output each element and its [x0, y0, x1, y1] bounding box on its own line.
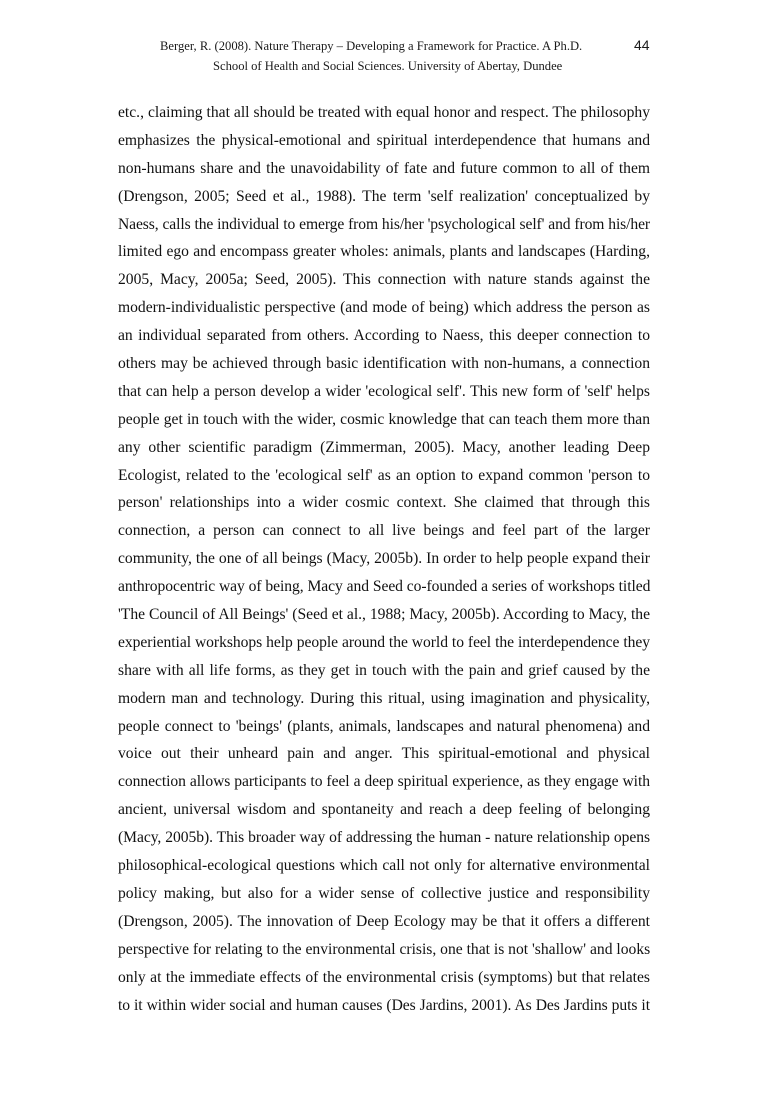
text-line: (Macy, 2005b). This broader way of addressing the human - nature relationship opens	[118, 829, 650, 847]
text-line: modern man and technology. During this ritual, using imagination and physicality,	[118, 689, 650, 707]
text-line: community, the one of all beings (Macy, 2005b). In order to help people expand their	[118, 550, 650, 568]
text-line: connection, a person can connect to all live beings and feel part of the larger	[118, 522, 650, 540]
text-line: person' relationships into a wider cosmic context. She claimed that through this	[118, 494, 650, 512]
text-line: experiential workshops help people around the world to feel the interdependence they	[118, 633, 650, 651]
text-line: perspective for relating to the environmental crisis, one that is not 'shallow' and looks	[118, 940, 651, 958]
text-line: others may be achieved through basic identification with non-humans, a connection	[118, 355, 650, 373]
text-line: people connect to 'beings' (plants, animals, landscapes and natural phenomena) and	[118, 717, 650, 735]
text-line: share with all life forms, as they get in touch with the pain and grief caused by the	[118, 661, 650, 679]
text-line: voice out their unheard pain and anger. This spiritual-emotional and physical	[118, 745, 650, 763]
text-line: connection allows participants to feel a deep spiritual experience, as they engage with	[118, 773, 650, 791]
text-line: philosophical-ecological questions which call not only for alternative environmental	[118, 857, 650, 875]
running-header	[118, 36, 678, 76]
text-line: anthropocentric way of being, Macy and Seed co-founded a series of workshops titled	[118, 578, 651, 596]
text-line: an individual separated from others. According to Naess, this deeper connection to	[118, 327, 650, 345]
text-line: non-humans share and the unavoidability of fate and future common to all of them	[118, 159, 650, 177]
text-line: (Drengson, 2005). The innovation of Deep Ecology may be that it offers a different	[118, 912, 650, 930]
text-line: Naess, calls the individual to emerge from his/her 'psychological self' and from his/her	[118, 215, 650, 233]
text-line: Ecologist, related to the 'ecological self' as an option to expand common 'person to	[118, 466, 650, 484]
text-line: etc., claiming that all should be treated with equal honor and respect. The philosophy	[118, 104, 650, 121]
header-citation-line-1: Berger, R. (2008). Nature Therapy – Developing a Framework for Practice. A Ph.D.	[160, 39, 583, 53]
text-line: 2005, Macy, 2005a; Seed, 2005). This connection with nature stands against the	[118, 271, 650, 289]
text-line: people get in touch with the wider, cosmic knowledge that can teach them more than	[118, 410, 650, 428]
text-line: only at the immediate effects of the environmental crisis (symptoms) but that relates	[118, 968, 650, 986]
text-line: to it within wider social and human causes (Des Jardins, 2001). As Des Jardins puts it	[118, 996, 650, 1014]
text-line: limited ego and encompass greater wholes: animals, plants and landscapes (Harding,	[118, 243, 650, 261]
text-line: emphasizes the physical-emotional and spiritual interdependence that humans and	[118, 131, 650, 149]
text-line: that can help a person develop a wider 'ecological self'. This new form of 'self' helps	[118, 382, 650, 400]
text-line: any other scientific paradigm (Zimmerman, 2005). Macy, another leading Deep	[118, 438, 650, 456]
text-line: policy making, but also for a wider sense of collective justice and responsibility	[118, 884, 650, 902]
text-line: 'The Council of All Beings' (Seed et al., 1988; Macy, 2005b). According to Macy, the	[118, 606, 650, 624]
text-line: (Drengson, 2005; Seed et al., 1988). The term 'self realization' conceptualized by	[118, 187, 650, 205]
text-line: ancient, universal wisdom and spontaneity and reach a deep feeling of belonging	[118, 801, 650, 819]
body-paragraph	[118, 99, 650, 1019]
text-line: modern-individualistic perspective (and mode of being) which address the person as	[118, 299, 650, 317]
page-number: 44	[634, 37, 650, 53]
header-citation-line-2: School of Health and Social Sciences. University of Abertay, Dundee	[213, 59, 563, 73]
